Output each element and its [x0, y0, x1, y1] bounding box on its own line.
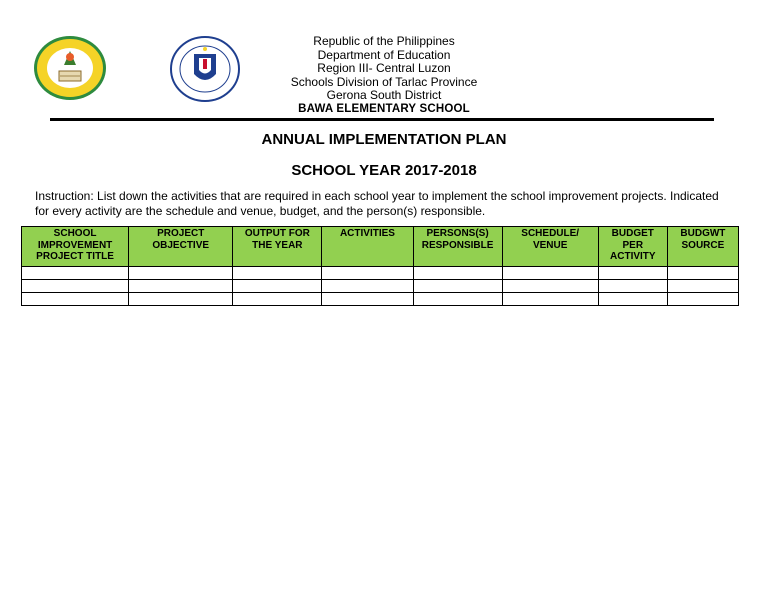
table-row [22, 267, 739, 280]
column-header: ACTIVITIES [322, 227, 413, 267]
table-cell[interactable] [598, 293, 667, 306]
table-cell[interactable] [667, 293, 738, 306]
table-cell[interactable] [502, 293, 598, 306]
header-line-3: Region III- Central Luzon [317, 61, 451, 75]
header-line-1: Republic of the Philippines [313, 34, 455, 48]
table-header-row [22, 227, 739, 267]
deped-seal [170, 36, 240, 102]
school-year: SCHOOL YEAR 2017-2018 [291, 162, 477, 179]
column-header: BUDGET PER ACTIVITY [598, 227, 667, 267]
letterhead [250, 35, 518, 116]
table-cell[interactable] [413, 280, 502, 293]
implementation-plan-table [21, 226, 739, 306]
table-cell[interactable] [502, 280, 598, 293]
table-cell[interactable] [322, 293, 413, 306]
table-cell[interactable] [22, 280, 129, 293]
table-cell[interactable] [233, 267, 322, 280]
column-header: SCHEDULE/ VENUE [502, 227, 598, 267]
table-cell[interactable] [233, 280, 322, 293]
column-header: PERSONS(S) RESPONSIBLE [413, 227, 502, 267]
instruction-text: Instruction: List down the activities that are required in each school year to implement the school improvement projects. Indicated for every activity are the schedule and venue, budget, and the person(s) responsible. [35, 189, 719, 218]
table-cell[interactable] [129, 293, 233, 306]
table-cell[interactable] [667, 280, 738, 293]
table-row [22, 280, 739, 293]
table-cell[interactable] [413, 267, 502, 280]
column-header: SCHOOL IMPROVEMENT PROJECT TITLE [22, 227, 129, 267]
column-header: OUTPUT FOR THE YEAR [233, 227, 322, 267]
table-cell[interactable] [502, 267, 598, 280]
document-title: ANNUAL IMPLEMENTATION PLAN [261, 131, 507, 148]
header-line-4: Schools Division of Tarlac Province [290, 74, 478, 89]
school-name: BAWA ELEMENTARY SCHOOL [298, 102, 470, 115]
column-header: BUDGWT SOURCE [667, 227, 738, 267]
table-cell[interactable] [322, 280, 413, 293]
table-cell[interactable] [598, 267, 667, 280]
table-cell[interactable] [598, 280, 667, 293]
table-cell[interactable] [22, 293, 129, 306]
header-divider [50, 118, 714, 121]
column-header: PROJECT OBJECTIVE [129, 227, 233, 267]
table-cell[interactable] [129, 267, 233, 280]
table-cell[interactable] [129, 280, 233, 293]
table-cell[interactable] [322, 267, 413, 280]
table-cell[interactable] [667, 267, 738, 280]
header-line-2: Department of Education [317, 47, 451, 62]
school-logo [32, 35, 108, 101]
header-line-5: Gerona South District [326, 88, 442, 102]
table-cell[interactable] [413, 293, 502, 306]
table-cell[interactable] [233, 293, 322, 306]
table-cell[interactable] [22, 267, 129, 280]
table-row [22, 293, 739, 306]
